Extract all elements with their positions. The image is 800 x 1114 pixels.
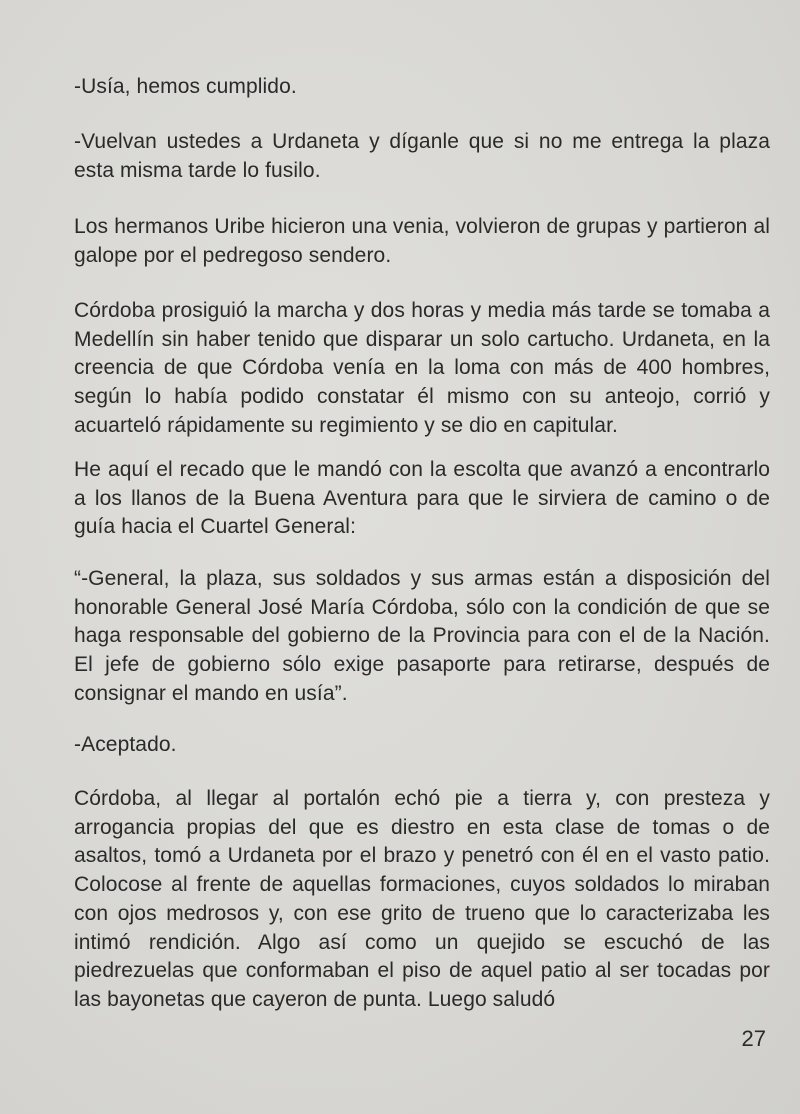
paragraph-2: -Vuelvan ustedes a Urdaneta y díganle que si no me entrega la plaza esta misma tarde lo fusilo. [74,130,770,182]
paragraph-8: Córdoba, al llegar al portalón echó pie a tierra y, con presteza y arrogancia propias del que es diestro en esta clase de tomas o de asaltos, tomó a Urdaneta por el brazo y penetró con él en el vasto patio. Colocose al frente de aquellas formaciones, cuyos soldados lo miraban con ojos medrosos y, con ese grito de trueno que lo caracterizaba les intimó rendición. Algo así como un quejido se escuchó de las piedrezuelas que conformaban el piso de aquel patio al ser tocadas por las bayonetas que cayeron de punta. Luego saludó [74,787,770,1011]
paragraph-5: He aquí el recado que le mandó con la escolta que avanzó a encontrarlo a los llanos de la Buena Aventura para que le sirviera de camino o de guía hacia el Cuartel General: [74,458,770,539]
paragraph-3: Los hermanos Uribe hicieron una venia, volvieron de grupas y partieron al galope por el pedregoso sendero. [74,215,770,267]
paragraph-1: -Usía, hemos cumplido. [74,75,297,98]
page-number: 27 [741,1026,766,1051]
paragraph-6: “-General, la plaza, sus soldados y sus armas están a disposición del honorable General José María Córdoba, sólo con la condición de que se haga responsable del gobierno de la Provincia para con el de la Nación. El jefe de gobierno sólo exige pasaporte para retirarse, después de consignar el mando en usía”. [74,567,770,705]
paragraph-4: Córdoba prosiguió la marcha y dos horas y media más tarde se tomaba a Medellín sin haber tenido que disparar un solo cartucho. Urdaneta, en la creencia de que Córdoba venía en la loma con más de 400 hombres, según lo había podido constatar él mismo con su anteojo, corrió y acuarteló rápidamente su regimiento y se dio en capitular. [74,299,770,437]
paragraph-7: -Aceptado. [74,733,177,756]
